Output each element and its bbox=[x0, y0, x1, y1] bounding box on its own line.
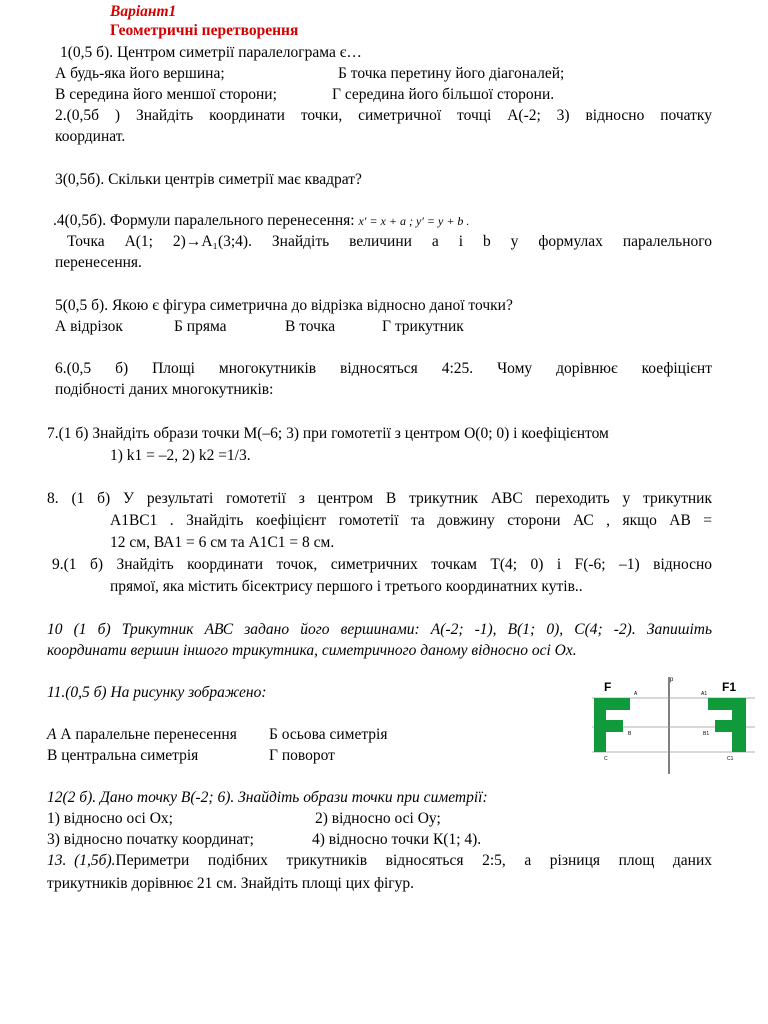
q9-line1: 9.(1 б) Знайдіть координати точок, симетричних точкам Т(4; 0) і F(-6; –1) відносно bbox=[52, 556, 712, 573]
q2-line1: 2.(0,5б ) Знайдіть координати точки, симетричної точці А(-2; 3) відносно початку bbox=[55, 107, 712, 124]
q7-line2: 1) k1 = –2, 2) k2 =1/3. bbox=[110, 447, 251, 464]
q10-line2: координати вершин іншого трикутника, симетричного даному відносно осі Ох. bbox=[47, 642, 577, 659]
q4-line3: перенесення. bbox=[55, 254, 142, 271]
q10-line1: 10 (1 б) Трикутник АВС задано його вершинами: А(-2; -1), В(1; 0), С(4; -2). Запишіть bbox=[47, 621, 712, 638]
q8-line1: 8. (1 б) У результаті гомотетії з центром В трикутник АВС переходить у трикутник bbox=[47, 490, 712, 507]
q7-line1: 7.(1 б) Знайдіть образи точки М(–6; 3) при гомотетії з центром О(0; 0) і коефіцієнтом bbox=[47, 425, 609, 442]
q1-option-b: Б точка перетину його діагоналей; bbox=[338, 65, 565, 82]
label-c1: C1 bbox=[727, 756, 734, 762]
q6-line1: 6.(0,5 б) Площі многокутників відносяться 4:25. Чому дорівнює коефіцієнт bbox=[55, 360, 712, 377]
q11-figure bbox=[590, 672, 760, 776]
q12-option-3: 3) відносно початку координат; bbox=[47, 831, 254, 848]
q13-line1 bbox=[47, 851, 712, 871]
q1-text: 1(0,5 б). Центром симетрії паралелограма є… bbox=[60, 44, 362, 61]
q4-text bbox=[53, 211, 469, 231]
shape-f bbox=[594, 698, 630, 752]
q13-line1-text: Периметри подібних трикутників відносяться 2:5, а різниця площ даних bbox=[115, 852, 712, 869]
q4-line2: Точка А(1; 2)→А₁(3;4). Знайдіть величини а і b у формулах паралельного bbox=[67, 233, 712, 250]
q5-text: 5(0,5 б). Якою є фігура симетрична до відрізка відносно даної точки? bbox=[55, 297, 513, 314]
q11-option-v: В центральна симетрія bbox=[47, 747, 199, 764]
q13-lead: 13. (1,5б). bbox=[47, 852, 116, 869]
q6-line2: подібності даних многокутників: bbox=[55, 381, 274, 398]
q5-option-b: Б пряма bbox=[174, 318, 227, 335]
q2-line2: координат. bbox=[55, 128, 126, 145]
label-b: B bbox=[628, 731, 632, 737]
q4-lead: .4(0,5б). Формули паралельного перенесення: bbox=[53, 212, 355, 229]
q13-line2: трикутників дорівнює 21 см. Знайдіть площі цих фігур. bbox=[47, 875, 415, 892]
label-b1: B1 bbox=[703, 731, 710, 737]
q3-text: 3(0,5б). Скільки центрів симетрії має квадрат? bbox=[55, 171, 362, 188]
q8-line3: 12 см, ВА1 = 6 см та А1С1 = 8 см. bbox=[110, 534, 335, 551]
q1-option-g: Г середина його більшої сторони. bbox=[332, 86, 555, 103]
q11-option-b: Б осьова симетрія bbox=[269, 726, 388, 743]
q11-option-a: А А паралельне перенесення bbox=[47, 726, 237, 743]
variant-title: Варіант1 bbox=[110, 3, 177, 20]
q1-option-v: В середина його меншої сторони; bbox=[55, 86, 277, 103]
topic-title: Геометричні перетворення bbox=[110, 22, 299, 39]
q12-option-4: 4) відносно точки К(1; 4). bbox=[312, 831, 482, 848]
q12-option-1: 1) відносно осі Ох; bbox=[47, 810, 173, 827]
label-c: C bbox=[604, 756, 608, 762]
q12-option-2: 2) відносно осі Оу; bbox=[315, 810, 441, 827]
label-f1: F1 bbox=[722, 680, 737, 694]
shape-f1 bbox=[708, 698, 746, 752]
q5-option-a: А відрізок bbox=[55, 318, 123, 335]
q11-text: 11.(0,5 б) На рисунку зображено: bbox=[47, 684, 267, 701]
label-a: A bbox=[634, 691, 638, 697]
q5-option-g: Г трикутник bbox=[382, 318, 464, 335]
q1-option-a: А будь-яка його вершина; bbox=[55, 65, 225, 82]
q12-text: 12(2 б). Дано точку В(-2; 6). Знайдіть образи точки при симетрії: bbox=[47, 789, 488, 806]
q9-line2: прямої, яка містить бісектрису першого і третього координатних кутів.. bbox=[110, 578, 583, 595]
q4-formula: x′ = x + a ; y′ = y + b . bbox=[358, 214, 470, 228]
q8-line2: А1ВС1 . Знайдіть коефіцієнт гомотетії та довжину сторони АС , якщо АВ = bbox=[110, 512, 712, 529]
label-f: F bbox=[604, 680, 612, 694]
label-p: p bbox=[670, 677, 674, 683]
label-a1: A1 bbox=[701, 691, 708, 697]
q11-option-g: Г поворот bbox=[269, 747, 335, 764]
q5-option-v: В точка bbox=[285, 318, 336, 335]
